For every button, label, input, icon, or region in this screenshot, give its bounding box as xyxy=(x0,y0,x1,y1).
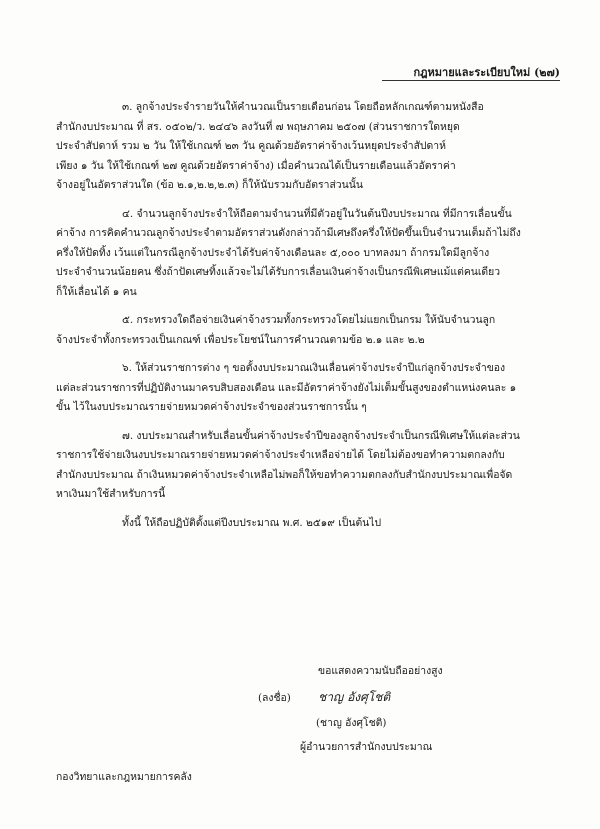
printed-name: (ชาญ อังศุโชติ) xyxy=(316,717,387,729)
signed-label: (ลงชื่อ) xyxy=(258,692,291,704)
text-line: สำนักงบประมาณ ที่ สร. ๐๕๐๒/ว. ๒๔๔๖ ลงวันที่ ๗ พฤษภาคม ๒๕๐๗ (ส่วนราชการใดหยุด xyxy=(56,120,460,133)
signer-position: ผู้อำนวยการสำนักงบประมาณ xyxy=(300,741,433,753)
text-line: ประจำจำนวนน้อยคน ซึ่งถ้าปัดเศษทิ้งแล้วจะไม่ได้รับการเลื่อนเงินค่าจ้างเป็นกรณีพิเศษแม้แต่คนเดียว xyxy=(56,266,501,278)
text-line: ค่าจ้าง การคิดคำนวณลูกจ้างประจำตามอัตราส่วนดังกล่าวถ้ามีเศษถึงครึ่งให้ปัดขึ้นเป็นจำนวนเต็มถ้าไม่ถึง xyxy=(56,227,521,239)
text-line: หาเงินมาใช้สำหรับการนี้ xyxy=(56,488,166,500)
text-line: แต่ละส่วนราชการที่ปฏิบัติงานมาครบสิบสองเดือน และมีอัตราค่าจ้างยังไม่เต็มขั้นสูงของตำแหน่งคนละ ๑ xyxy=(56,381,517,394)
signature-row xyxy=(258,686,390,709)
paragraph-5 xyxy=(56,311,556,350)
paragraph-3 xyxy=(56,98,556,196)
text-line: ๓. ลูกจ้างประจำรายวันให้คำนวณเป็นรายเดือนก่อน โดยถือหลักเกณฑ์ตามหนังสือ xyxy=(122,101,484,113)
text-line: ๖. ให้ส่วนราชการต่าง ๆ ขอตั้งงบประมาณเงินเลื่อนค่าจ้างประจำปีแก่ลูกจ้างประจำของ xyxy=(122,362,506,374)
document-body xyxy=(56,98,556,542)
paragraph-6 xyxy=(56,359,556,418)
header-rule xyxy=(382,80,560,81)
text-line: ครึ่งให้ปัดทิ้ง เว้นแต่ในกรณีลูกจ้างประจำได้รับค่าจ้างเดือนละ ๕,๐๐๐ บาทลงมา ถ้ากรมใดมีลูกจ้าง xyxy=(56,246,490,259)
closing-salutation: ขอแสดงความนับถืออย่างสูง xyxy=(318,665,443,677)
paragraph-4 xyxy=(56,205,556,303)
text-line: จ้างอยู่ในอัตราส่วนใด (ข้อ ๒.๑,๒.๒,๒.๓) ก็ให้นับรวมกับอัตราส่วนนั้น xyxy=(56,179,363,191)
text-line: ประจำสัปดาห์ รวม ๒ วัน ให้ใช้เกณฑ์ ๒๓ วัน คูณด้วยอัตราค่าจ้างเว้นหยุดประจำสัปดาห์ xyxy=(56,140,446,152)
text-line: เพียง ๑ วัน ให้ใช้เกณฑ์ ๒๗ คูณด้วยอัตราค่าจ้าง) เมื่อคำนวณได้เป็นรายเดือนแล้วอัตราค่า xyxy=(56,159,456,172)
text-line: ๔. จำนวนลูกจ้างประจำให้ถือตามจำนวนที่มีตัวอยู่ในวันต้นปีงบประมาณ ที่มีการเลื่อนขั้น xyxy=(122,207,512,220)
text-line: ก็ให้เลื่อนได้ ๑ คน xyxy=(56,285,137,298)
text-line: จ้างประจำทั้งกระทรวงเป็นเกณฑ์ เพื่อประโยชน์ในการคำนวณตามข้อ ๒.๑ และ ๒.๒ xyxy=(56,333,425,346)
text-line: ๗. งบประมาณสำหรับเลื่อนขั้นค่าจ้างประจำปีของลูกจ้างประจำเป็นกรณีพิเศษให้แต่ละส่วน xyxy=(122,429,520,442)
footer-department: กองวิทยาและกฎหมายการคลัง xyxy=(56,771,192,783)
paragraph-7 xyxy=(56,427,556,505)
paragraph-effective xyxy=(56,514,556,534)
signature-name: ชาญ อังศุโชติ xyxy=(318,690,391,704)
text-line: สำนักงบประมาณ ถ้าเงินหมวดค่าจ้างประจำเหลือไม่พอก็ให้ขอทำความตกลงกับสำนักงบประมาณเพื่อจัด xyxy=(56,468,513,481)
text-line: ราชการใช้จ่ายเงินงบประมาณรายจ่ายหมวดค่าจ้างประจำเหลือจ่ายได้ โดยไม่ต้องขอทำความตกลงกับ xyxy=(56,449,505,461)
text-line: ๕. กระทรวงใดถือจ่ายเงินค่าจ้างรวมทั้งกระทรวงโดยไม่แยกเป็นกรม ให้นับจำนวนลูก xyxy=(122,314,496,326)
text-line: ขั้น ไว้ในงบประมาณรายจ่ายหมวดค่าจ้างประจำของส่วนราชการนั้น ๆ xyxy=(56,401,367,413)
text-line: ทั้งนี้ ให้ถือปฏิบัติตั้งแต่ปีงบประมาณ พ.ศ. ๒๕๑๙ เป็นต้นไป xyxy=(122,516,382,529)
running-header: กฎหมายและระเบียบใหม่ (๒๗) xyxy=(413,66,560,79)
